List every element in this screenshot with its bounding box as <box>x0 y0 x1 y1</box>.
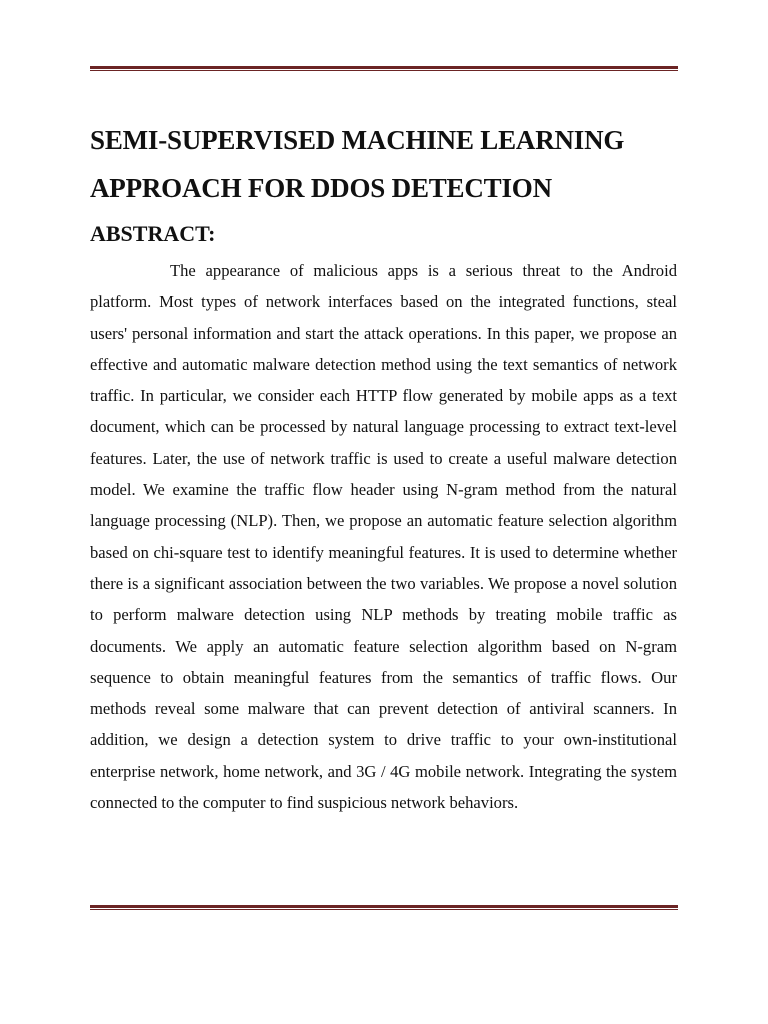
top-divider-rule <box>90 66 678 72</box>
document-title <box>90 116 690 212</box>
top-divider-thin-line <box>90 70 678 71</box>
abstract-heading: ABSTRACT: <box>90 221 216 246</box>
bottom-divider-thick-line <box>90 905 678 908</box>
bottom-divider-rule <box>90 905 678 911</box>
top-divider-thick-line <box>90 66 678 69</box>
title-line-2: APPROACH FOR DDOS DETECTION <box>90 173 552 203</box>
bottom-divider-thin-line <box>90 909 678 910</box>
title-line-1: SEMI-SUPERVISED MACHINE LEARNING <box>90 125 625 155</box>
abstract-paragraph: The appearance of malicious apps is a serious threat to the Android platform. Most types of network interfaces based on the integrated functions, steal users' personal information and start the attack operations. In this paper, we propose an effective and automatic malware detection method using the text semantics of network traffic. In particular, we consider each HTTP flow generated by mobile apps as a text document, which can be processed by natural language processing to extract text-level features. Later, the use of network traffic is used to create a useful malware detection model. We examine the traffic flow header using N-gram method from the natural language processing (NLP). Then, we propose an automatic feature selection algorithm based on chi-square test to identify meaningful features. It is used to determine whether there is a significant association between the two variables. We propose a novel solution to perform malware detection using NLP methods by treating mobile traffic as documents. We apply an automatic feature selection algorithm based on N-gram sequence to obtain meaningful features from the semantics of traffic flows. Our methods reveal some malware that can prevent detection of antiviral scanners. In addition, we design a detection system to drive traffic to your own-institutional enterprise network, home network, and 3G / 4G mobile network. Integrating the system connected to the computer to find suspicious network behaviors. <box>90 261 677 813</box>
